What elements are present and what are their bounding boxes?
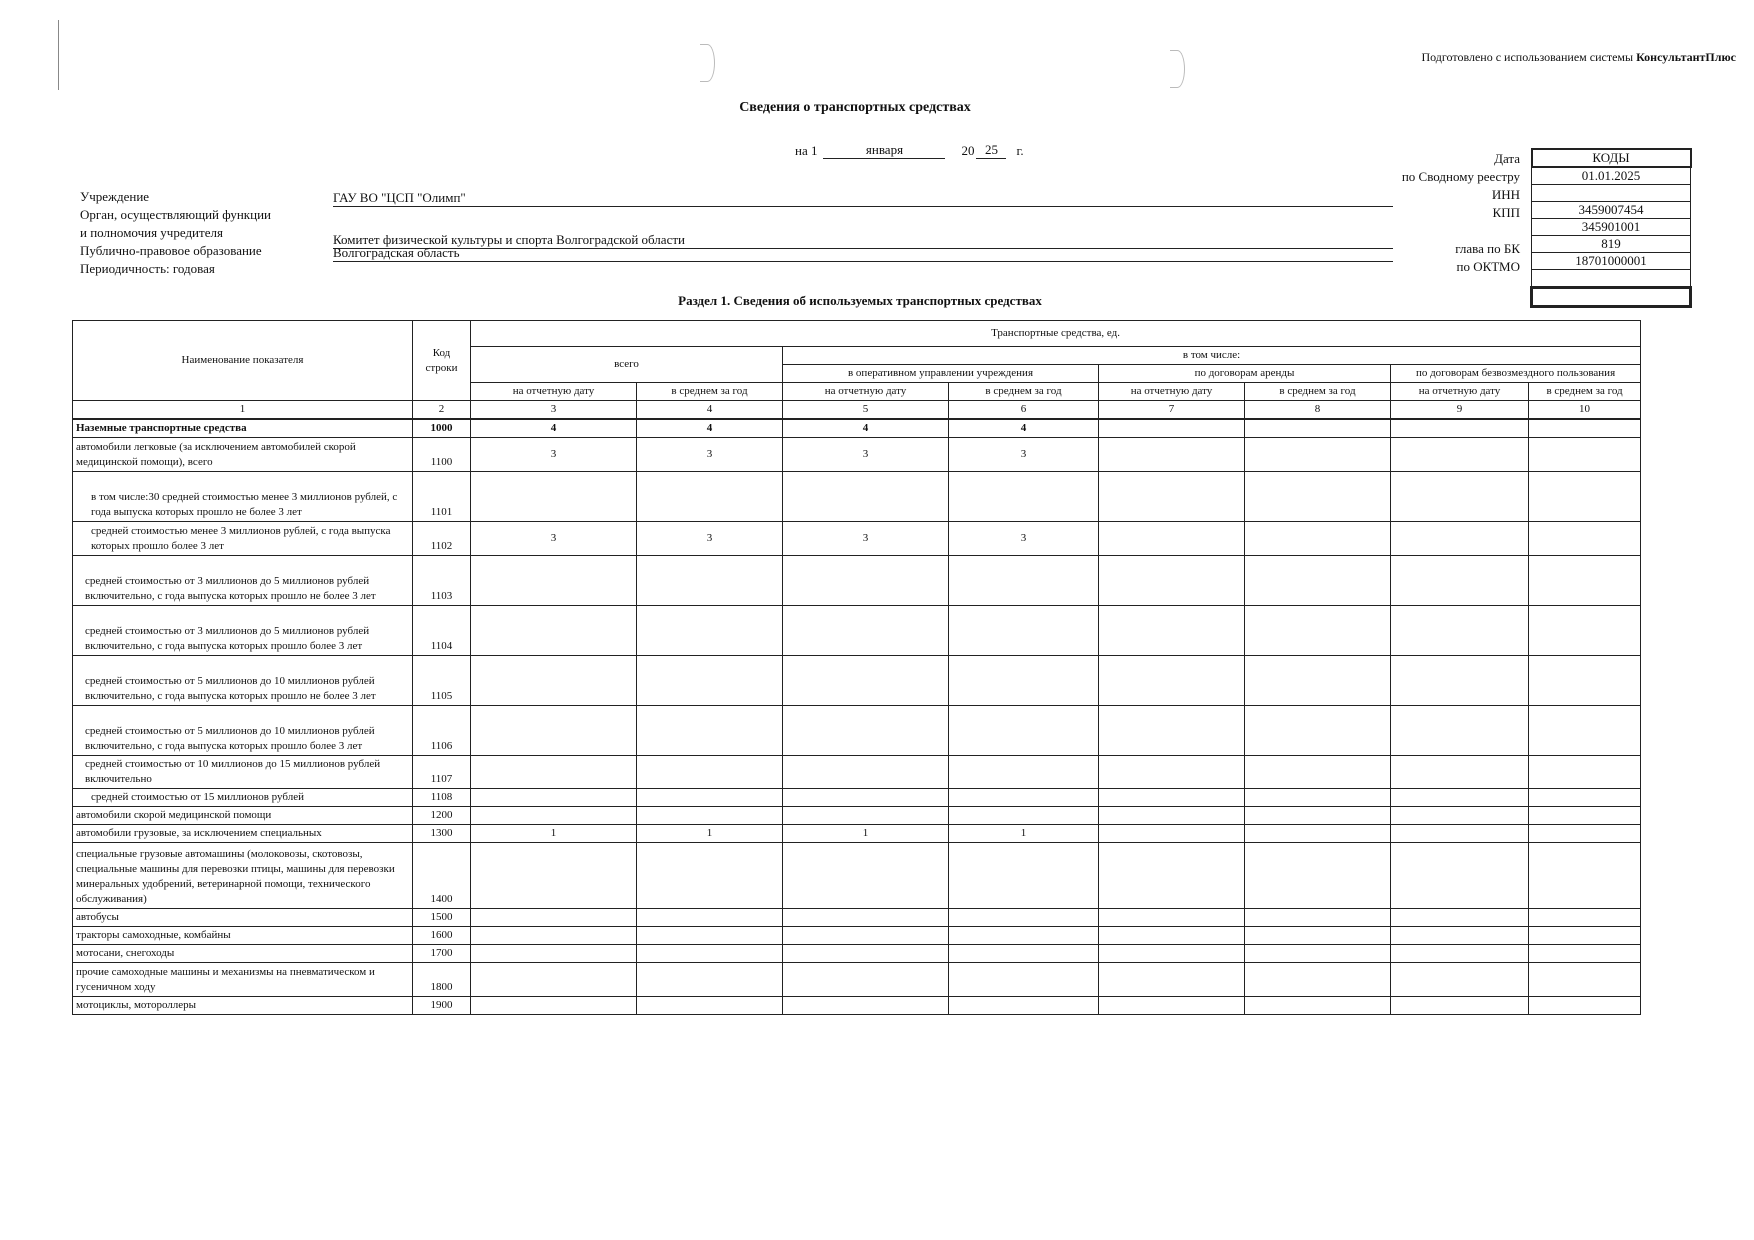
col-num-8: 8 <box>1245 401 1391 420</box>
code-label-oktmo: по ОКТМО <box>1456 259 1520 274</box>
code-glava: 819 <box>1532 236 1691 253</box>
row-code: 1107 <box>413 756 471 789</box>
section-title: Раздел 1. Сведения об используемых транспортных средствах <box>678 293 1042 308</box>
row-code: 1300 <box>413 825 471 843</box>
vehicles-table <box>72 320 1641 1015</box>
row-value-col-7 <box>1099 945 1245 963</box>
row-value-col-9 <box>1391 419 1529 438</box>
row-value-col-5 <box>783 807 949 825</box>
header-free-date: на отчетную дату <box>1391 383 1529 401</box>
row-name: автобусы <box>73 909 413 927</box>
row-value-col-9 <box>1391 909 1529 927</box>
row-value-col-9 <box>1391 656 1529 706</box>
row-value-col-7 <box>1099 997 1245 1015</box>
row-name: средней стоимостью от 15 миллионов рублей <box>73 789 413 807</box>
row-value-col-3 <box>471 756 637 789</box>
row-name: прочие самоходные машины и механизмы на пневматическом и гусеничном ходу <box>73 963 413 997</box>
row-value-col-6 <box>949 927 1099 945</box>
row-value-col-4 <box>637 997 783 1015</box>
org-labels <box>80 188 271 278</box>
row-value-col-10 <box>1529 789 1641 807</box>
row-value-col-5 <box>783 909 949 927</box>
code-kpp: 345901001 <box>1532 219 1691 236</box>
vehicles-table-body <box>73 419 1641 1015</box>
row-value-col-3 <box>471 909 637 927</box>
code-inn: 3459007454 <box>1532 202 1691 219</box>
code-oktmo <box>1532 270 1691 288</box>
row-value-col-10 <box>1529 419 1641 438</box>
table-row <box>73 927 1641 945</box>
header-total-date: на отчетную дату <box>471 383 637 401</box>
row-code: 1800 <box>413 963 471 997</box>
row-value-col-9 <box>1391 997 1529 1015</box>
row-value-col-6: 3 <box>949 522 1099 556</box>
table-row <box>73 825 1641 843</box>
row-name: мотоциклы, мотороллеры <box>73 997 413 1015</box>
row-value-col-3: 1 <box>471 825 637 843</box>
header-operative: в оперативном управлении учреждения <box>783 365 1099 383</box>
row-value-col-3: 4 <box>471 419 637 438</box>
row-value-col-8 <box>1245 438 1391 472</box>
row-value-col-10 <box>1529 522 1641 556</box>
row-value-col-10 <box>1529 927 1641 945</box>
row-value-col-7 <box>1099 927 1245 945</box>
row-value-col-6 <box>949 706 1099 756</box>
page-title: Сведения о транспортных средствах <box>739 100 971 115</box>
table-row <box>73 909 1641 927</box>
header-free-avg: в среднем за год <box>1529 383 1641 401</box>
row-value-col-6: 1 <box>949 825 1099 843</box>
table-row <box>73 656 1641 706</box>
row-name: специальные грузовые автомашины (молоковозы, скотовозы, специальные машины для перевозки птицы, машины для перевозки минеральных удобрений, ветеринарной помощи, технического обслуживания) <box>73 843 413 909</box>
table-row <box>73 556 1641 606</box>
row-value-col-3 <box>471 843 637 909</box>
punch-hole-mark-left <box>700 44 715 82</box>
institution-value: ГАУ ВО "ЦСП "Олимп" <box>333 190 1393 207</box>
row-value-col-7 <box>1099 522 1245 556</box>
row-name: средней стоимостью от 3 миллионов до 5 миллионов рублей включительно, с года выпуска которых прошло более 3 лет <box>73 606 413 656</box>
row-value-col-8 <box>1245 789 1391 807</box>
row-value-col-6 <box>949 789 1099 807</box>
table-row <box>73 997 1641 1015</box>
col-num-10: 10 <box>1529 401 1641 420</box>
row-value-col-5 <box>783 606 949 656</box>
row-value-col-10 <box>1529 963 1641 997</box>
row-value-col-4 <box>637 756 783 789</box>
row-name: средней стоимостью менее 3 миллионов рублей, с года выпуска которых прошло более 3 лет <box>73 522 413 556</box>
row-value-col-4 <box>637 606 783 656</box>
row-value-col-8 <box>1245 963 1391 997</box>
row-value-col-7 <box>1099 606 1245 656</box>
code-label-bk: глава по БК <box>1455 241 1520 256</box>
row-value-col-4 <box>637 656 783 706</box>
row-name: средней стоимостью от 10 миллионов до 15 миллионов рублей включительно <box>73 756 413 789</box>
row-value-col-5 <box>783 706 949 756</box>
row-value-col-7 <box>1099 825 1245 843</box>
punch-hole-mark-right <box>1170 50 1185 88</box>
row-code: 1700 <box>413 945 471 963</box>
row-value-col-4 <box>637 706 783 756</box>
table-row <box>73 522 1641 556</box>
row-value-col-8 <box>1245 606 1391 656</box>
row-code: 1000 <box>413 419 471 438</box>
table-row <box>73 843 1641 909</box>
row-code: 1106 <box>413 706 471 756</box>
col-num-5: 5 <box>783 401 949 420</box>
row-value-col-10 <box>1529 438 1641 472</box>
header-including: в том числе: <box>783 347 1641 365</box>
header-lease-avg: в среднем за год <box>1245 383 1391 401</box>
row-value-col-6: 3 <box>949 438 1099 472</box>
table-row <box>73 438 1641 472</box>
row-value-col-10 <box>1529 606 1641 656</box>
row-name: автомобили грузовые, за исключением специальных <box>73 825 413 843</box>
row-value-col-10 <box>1529 909 1641 927</box>
region-value: Волгоградская область <box>333 245 1393 262</box>
table-row <box>73 945 1641 963</box>
row-value-col-10 <box>1529 825 1641 843</box>
prepared-note <box>1421 50 1736 65</box>
row-code: 1900 <box>413 997 471 1015</box>
row-value-col-10 <box>1529 945 1641 963</box>
row-value-col-3: 3 <box>471 522 637 556</box>
row-value-col-10 <box>1529 756 1641 789</box>
row-value-col-7 <box>1099 419 1245 438</box>
header-name: Наименование показателя <box>73 321 413 401</box>
row-value-col-6 <box>949 843 1099 909</box>
row-value-col-3 <box>471 807 637 825</box>
row-value-col-6: 4 <box>949 419 1099 438</box>
row-value-col-5 <box>783 843 949 909</box>
row-value-col-7 <box>1099 472 1245 522</box>
row-value-col-9 <box>1391 522 1529 556</box>
report-date <box>795 142 1024 159</box>
row-value-col-6 <box>949 606 1099 656</box>
table-row <box>73 419 1641 438</box>
row-value-col-8 <box>1245 927 1391 945</box>
row-value-col-3: 3 <box>471 438 637 472</box>
row-value-col-4: 3 <box>637 438 783 472</box>
table-row <box>73 789 1641 807</box>
header-operative-avg: в среднем за год <box>949 383 1099 401</box>
col-num-3: 3 <box>471 401 637 420</box>
header-free: по договорам безвозмездного пользования <box>1391 365 1641 383</box>
row-value-col-8 <box>1245 419 1391 438</box>
table-row <box>73 807 1641 825</box>
row-value-col-5 <box>783 656 949 706</box>
row-value-col-9 <box>1391 606 1529 656</box>
row-value-col-8 <box>1245 825 1391 843</box>
row-value-col-3 <box>471 472 637 522</box>
row-value-col-5 <box>783 997 949 1015</box>
row-value-col-6 <box>949 556 1099 606</box>
row-value-col-5 <box>783 963 949 997</box>
row-name: автомобили легковые (за исключением автомобилей скорой медицинской помощи), всего <box>73 438 413 472</box>
row-value-col-9 <box>1391 706 1529 756</box>
row-value-col-7 <box>1099 556 1245 606</box>
row-value-col-8 <box>1245 706 1391 756</box>
row-value-col-3 <box>471 997 637 1015</box>
table-row <box>73 963 1641 997</box>
table-row <box>73 756 1641 789</box>
row-code: 1400 <box>413 843 471 909</box>
row-value-col-4 <box>637 789 783 807</box>
row-value-col-9 <box>1391 843 1529 909</box>
row-value-col-4: 4 <box>637 419 783 438</box>
row-value-col-6 <box>949 909 1099 927</box>
row-value-col-7 <box>1099 963 1245 997</box>
row-value-col-5: 3 <box>783 438 949 472</box>
row-value-col-7 <box>1099 656 1245 706</box>
row-value-col-8 <box>1245 556 1391 606</box>
codes-header: КОДЫ <box>1532 149 1691 167</box>
row-value-col-7 <box>1099 843 1245 909</box>
table-row <box>73 706 1641 756</box>
column-numbers-row <box>73 401 1641 420</box>
row-value-col-4 <box>637 963 783 997</box>
row-name: средней стоимостью от 5 миллионов до 10 миллионов рублей включительно, с года выпуска которых прошло более 3 лет <box>73 706 413 756</box>
row-value-col-10 <box>1529 843 1641 909</box>
row-value-col-3 <box>471 656 637 706</box>
row-value-col-10 <box>1529 472 1641 522</box>
row-value-col-7 <box>1099 756 1245 789</box>
row-code: 1108 <box>413 789 471 807</box>
row-value-col-5: 4 <box>783 419 949 438</box>
code-date: 01.01.2025 <box>1532 167 1691 185</box>
row-value-col-7 <box>1099 789 1245 807</box>
row-value-col-5 <box>783 756 949 789</box>
row-value-col-3 <box>471 945 637 963</box>
header-operative-date: на отчетную дату <box>783 383 949 401</box>
date-year: 25 <box>976 142 1006 159</box>
row-code: 1102 <box>413 522 471 556</box>
code-label-registry: по Сводному реестру <box>1401 169 1520 184</box>
row-value-col-4 <box>637 843 783 909</box>
row-value-col-3 <box>471 789 637 807</box>
row-value-col-4: 3 <box>637 522 783 556</box>
row-name: средней стоимостью от 3 миллионов до 5 миллионов рублей включительно, с года выпуска которых прошло не более 3 лет <box>73 556 413 606</box>
row-value-col-9 <box>1391 825 1529 843</box>
row-value-col-9 <box>1391 789 1529 807</box>
row-value-col-8 <box>1245 656 1391 706</box>
row-value-col-8 <box>1245 522 1391 556</box>
row-value-col-7 <box>1099 807 1245 825</box>
header-code: Код строки <box>413 321 471 401</box>
header-lease-date: на отчетную дату <box>1099 383 1245 401</box>
row-code: 1200 <box>413 807 471 825</box>
row-name: мотосани, снегоходы <box>73 945 413 963</box>
row-value-col-8 <box>1245 945 1391 963</box>
row-value-col-9 <box>1391 963 1529 997</box>
row-value-col-9 <box>1391 556 1529 606</box>
row-value-col-5 <box>783 789 949 807</box>
row-code: 1101 <box>413 472 471 522</box>
row-value-col-5 <box>783 472 949 522</box>
col-num-4: 4 <box>637 401 783 420</box>
code-registry <box>1532 185 1691 202</box>
row-value-col-6 <box>949 756 1099 789</box>
row-value-col-8 <box>1245 843 1391 909</box>
row-value-col-4: 1 <box>637 825 783 843</box>
col-num-6: 6 <box>949 401 1099 420</box>
label-periodicity: Периодичность: годовая <box>80 261 215 276</box>
row-value-col-9 <box>1391 945 1529 963</box>
row-value-col-5 <box>783 945 949 963</box>
row-value-col-6 <box>949 997 1099 1015</box>
codes-table <box>1530 148 1692 308</box>
label-institution: Учреждение <box>80 189 150 204</box>
row-value-col-8 <box>1245 997 1391 1015</box>
row-name: средней стоимостью от 5 миллионов до 10 миллионов рублей включительно, с года выпуска которых прошло не более 3 лет <box>73 656 413 706</box>
row-value-col-4 <box>637 472 783 522</box>
founder-value: Комитет физической культуры и спорта Волгоградской области <box>333 232 1393 249</box>
row-value-col-6 <box>949 472 1099 522</box>
code-label-inn: ИНН <box>1491 187 1520 202</box>
row-code: 1103 <box>413 556 471 606</box>
row-value-col-6 <box>949 807 1099 825</box>
header-total: всего <box>471 347 783 383</box>
row-code: 1104 <box>413 606 471 656</box>
code-label-kpp: КПП <box>1492 205 1520 220</box>
row-value-col-4 <box>637 556 783 606</box>
date-year-prefix: 20 <box>961 143 975 158</box>
row-value-col-10 <box>1529 656 1641 706</box>
prepared-brand: КонсультантПлюс <box>1636 50 1736 64</box>
header-vehicles: Транспортные средства, ед. <box>471 321 1641 347</box>
row-value-col-8 <box>1245 909 1391 927</box>
row-value-col-6 <box>949 656 1099 706</box>
scan-left-edge-mark <box>58 20 59 90</box>
row-value-col-9 <box>1391 756 1529 789</box>
row-name: Наземные транспортные средства <box>73 419 413 438</box>
row-code: 1100 <box>413 438 471 472</box>
row-value-col-5: 3 <box>783 522 949 556</box>
row-value-col-7 <box>1099 438 1245 472</box>
row-value-col-3 <box>471 706 637 756</box>
row-value-col-10 <box>1529 556 1641 606</box>
code-empty-box <box>1532 288 1691 307</box>
col-num-1: 1 <box>73 401 413 420</box>
row-value-col-5 <box>783 556 949 606</box>
row-value-col-8 <box>1245 756 1391 789</box>
date-prefix: на 1 <box>795 143 818 158</box>
row-name: в том числе:30 средней стоимостью менее 3 миллионов рублей, с года выпуска которых прошло не более 3 лет <box>73 472 413 522</box>
row-value-col-9 <box>1391 807 1529 825</box>
header-total-avg: в среднем за год <box>637 383 783 401</box>
label-founder-2: и полномочия учредителя <box>80 225 223 240</box>
row-value-col-3 <box>471 963 637 997</box>
code-bk: 18701000001 <box>1532 253 1691 270</box>
label-founder-1: Орган, осуществляющий функции <box>80 207 271 222</box>
row-value-col-5: 1 <box>783 825 949 843</box>
row-value-col-6 <box>949 963 1099 997</box>
date-suffix: г. <box>1016 143 1024 158</box>
row-value-col-7 <box>1099 909 1245 927</box>
row-value-col-8 <box>1245 807 1391 825</box>
table-row <box>73 472 1641 522</box>
row-value-col-9 <box>1391 472 1529 522</box>
row-value-col-10 <box>1529 706 1641 756</box>
row-value-col-8 <box>1245 472 1391 522</box>
row-value-col-9 <box>1391 927 1529 945</box>
row-value-col-7 <box>1099 706 1245 756</box>
row-value-col-9 <box>1391 438 1529 472</box>
row-name: тракторы самоходные, комбайны <box>73 927 413 945</box>
header-lease: по договорам аренды <box>1099 365 1391 383</box>
row-value-col-3 <box>471 556 637 606</box>
col-num-9: 9 <box>1391 401 1529 420</box>
row-value-col-5 <box>783 927 949 945</box>
code-label-date: Дата <box>1494 151 1520 166</box>
row-value-col-4 <box>637 945 783 963</box>
row-value-col-4 <box>637 909 783 927</box>
row-value-col-10 <box>1529 997 1641 1015</box>
col-num-7: 7 <box>1099 401 1245 420</box>
row-code: 1600 <box>413 927 471 945</box>
row-value-col-3 <box>471 927 637 945</box>
col-num-2: 2 <box>413 401 471 420</box>
row-value-col-10 <box>1529 807 1641 825</box>
label-region: Публично-правовое образование <box>80 243 262 258</box>
prepared-text: Подготовлено с использованием системы <box>1421 50 1634 64</box>
row-value-col-4 <box>637 927 783 945</box>
row-value-col-4 <box>637 807 783 825</box>
row-code: 1105 <box>413 656 471 706</box>
row-value-col-6 <box>949 945 1099 963</box>
date-month: января <box>823 142 945 159</box>
row-code: 1500 <box>413 909 471 927</box>
table-row <box>73 606 1641 656</box>
row-value-col-3 <box>471 606 637 656</box>
row-name: автомобили скорой медицинской помощи <box>73 807 413 825</box>
